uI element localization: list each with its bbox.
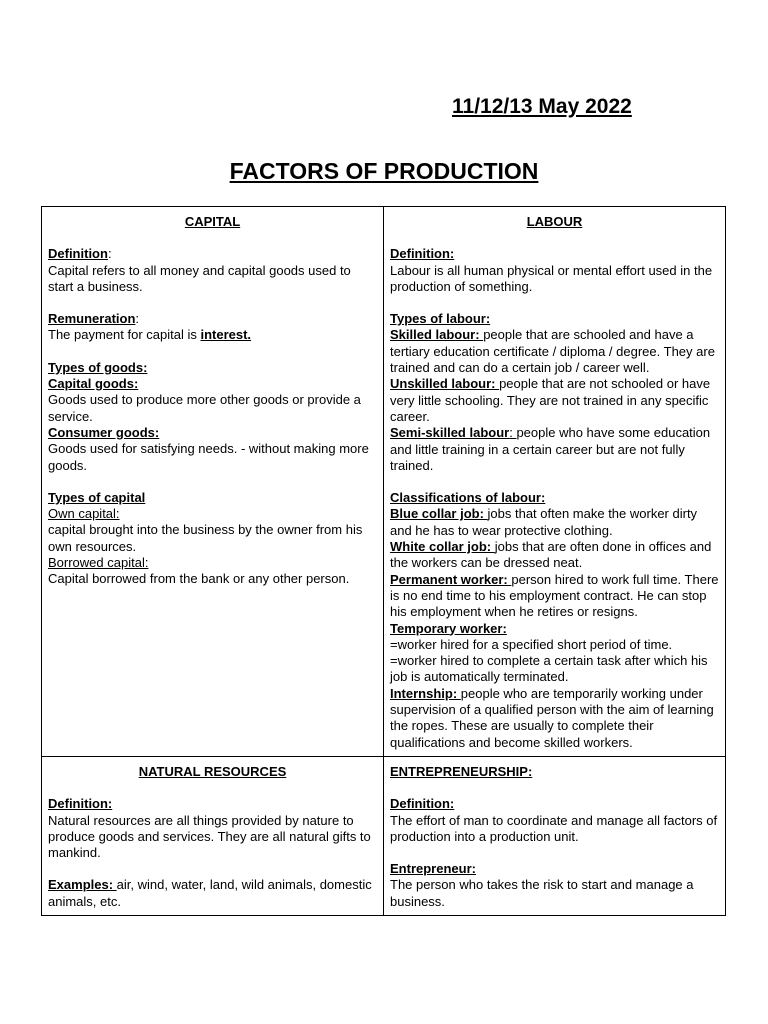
temporary-worker-line-1: =worker hired for a specified short period of time. bbox=[390, 636, 673, 652]
internship-label: Internship: bbox=[390, 685, 461, 701]
factors-table bbox=[41, 206, 726, 916]
consumer-goods-label: Consumer goods: bbox=[48, 424, 160, 440]
blue-collar-label: Blue collar job: bbox=[390, 506, 488, 522]
entrepreneurship-definition-text: The effort of man to coordinate and manage all factors of production into a production unit. bbox=[390, 812, 718, 844]
skilled-labour bbox=[390, 327, 719, 376]
page-title: FACTORS OF PRODUCTION bbox=[229, 158, 539, 184]
capital-goods-text: Goods used to produce more other goods or provide a service. bbox=[48, 392, 361, 424]
unskilled-labour-text: people that are not schooled or have very little schooling. They are not trained in any specific career. bbox=[390, 376, 711, 424]
natural-resources-heading: NATURAL RESOURCES bbox=[138, 763, 287, 779]
natural-resources-definition-label: Definition: bbox=[48, 796, 113, 812]
types-of-capital-label: Types of capital bbox=[48, 489, 146, 505]
labour-heading: LABOUR bbox=[526, 214, 583, 229]
table-row bbox=[42, 207, 726, 757]
examples-text: air, wind, water, land, wild animals, domestic animals, etc. bbox=[48, 877, 372, 909]
capital-definition bbox=[48, 246, 377, 295]
entrepreneurship-heading: ENTREPRENEURSHIP: bbox=[390, 763, 533, 779]
table-row bbox=[42, 756, 726, 915]
permanent-worker bbox=[390, 572, 719, 621]
unskilled-labour-label: Unskilled labour: bbox=[390, 376, 500, 392]
semi-skilled-labour-text: people who have some education and little training in a certain career but are not fully trained. bbox=[390, 425, 711, 473]
skilled-labour-label: Skilled labour: bbox=[390, 327, 484, 343]
internship-text: people who are temporarily working under supervision of a qualified person with the aim of learning the ropes. These are usually to complete their qualifications and become skilled workers. bbox=[390, 685, 714, 750]
natural-resources-cell bbox=[42, 756, 384, 915]
capital-remuneration-label: Remuneration bbox=[48, 311, 136, 327]
capital-definition-label: Definition bbox=[48, 246, 108, 262]
white-collar-text: jobs that are often done in offices and the workers can be dressed neat. bbox=[390, 539, 712, 571]
capital-remuneration bbox=[48, 311, 377, 344]
borrowed-capital-text: Capital borrowed from the bank or any other person. bbox=[48, 571, 350, 587]
document-date: 11/12/13 May 2022 bbox=[452, 95, 632, 118]
temporary-worker-label: Temporary worker: bbox=[390, 620, 507, 636]
capital-remuneration-value: interest. bbox=[200, 327, 252, 343]
entrepreneurship-cell bbox=[384, 756, 726, 915]
capital-cell bbox=[42, 207, 384, 757]
classifications-label: Classifications of labour: bbox=[390, 490, 546, 506]
labour-definition-label: Definition: bbox=[390, 246, 455, 262]
capital-goods-label: Capital goods: bbox=[48, 376, 139, 392]
white-collar-job bbox=[390, 539, 719, 572]
natural-resources-examples bbox=[48, 877, 377, 910]
semi-skilled-labour-label: Semi-skilled labour bbox=[390, 425, 510, 441]
borrowed-capital-label: Borrowed capital: bbox=[48, 555, 149, 571]
temporary-worker-line-2: =worker hired to complete a certain task after which his job is automatically terminated. bbox=[390, 653, 708, 685]
entrepreneurship-definition-label: Definition: bbox=[390, 796, 455, 812]
types-of-labour-label: Types of labour: bbox=[390, 311, 491, 327]
white-collar-label: White collar job: bbox=[390, 539, 495, 555]
labour-cell bbox=[384, 207, 726, 757]
consumer-goods-text: Goods used for satisfying needs. - without making more goods. bbox=[48, 441, 369, 473]
capital-heading: CAPITAL bbox=[184, 214, 241, 229]
entrepreneur-text: The person who takes the risk to start and manage a business. bbox=[390, 877, 694, 909]
natural-resources-definition-text: Natural resources are all things provided by nature to produce goods and services. They are all natural gifts to mankind. bbox=[48, 812, 371, 861]
skilled-labour-text: people that are schooled and have a tertiary education certificate / diploma / degree. They are trained and can do a certain job / career well. bbox=[390, 327, 715, 376]
capital-remuneration-colon: : bbox=[135, 311, 140, 327]
capital-definition-text: Capital refers to all money and capital goods used to start a business. bbox=[48, 262, 351, 294]
internship bbox=[390, 686, 719, 751]
semi-skilled-labour-colon: : bbox=[509, 425, 517, 441]
unskilled-labour bbox=[390, 376, 719, 425]
permanent-worker-label: Permanent worker: bbox=[390, 571, 512, 587]
entrepreneur-label: Entrepreneur: bbox=[390, 861, 476, 877]
types-of-goods-label: Types of goods: bbox=[48, 359, 148, 375]
capital-definition-colon: : bbox=[107, 246, 112, 262]
labour-definition-text: Labour is all human physical or mental effort used in the production of something. bbox=[390, 262, 713, 294]
examples-label: Examples: bbox=[48, 877, 117, 893]
own-capital-label: Own capital: bbox=[48, 506, 120, 522]
capital-remuneration-text: The payment for capital is bbox=[48, 327, 201, 343]
blue-collar-job bbox=[390, 506, 719, 539]
semi-skilled-labour bbox=[390, 425, 719, 474]
own-capital-text: capital brought into the business by the owner from his own resources. bbox=[48, 522, 363, 554]
blue-collar-text: jobs that often make the worker dirty and he has to wear protective clothing. bbox=[390, 506, 698, 538]
permanent-worker-text: person hired to work full time. There is no end time to his employment contract. He can stop his employment when he retires or resigns. bbox=[390, 571, 719, 620]
